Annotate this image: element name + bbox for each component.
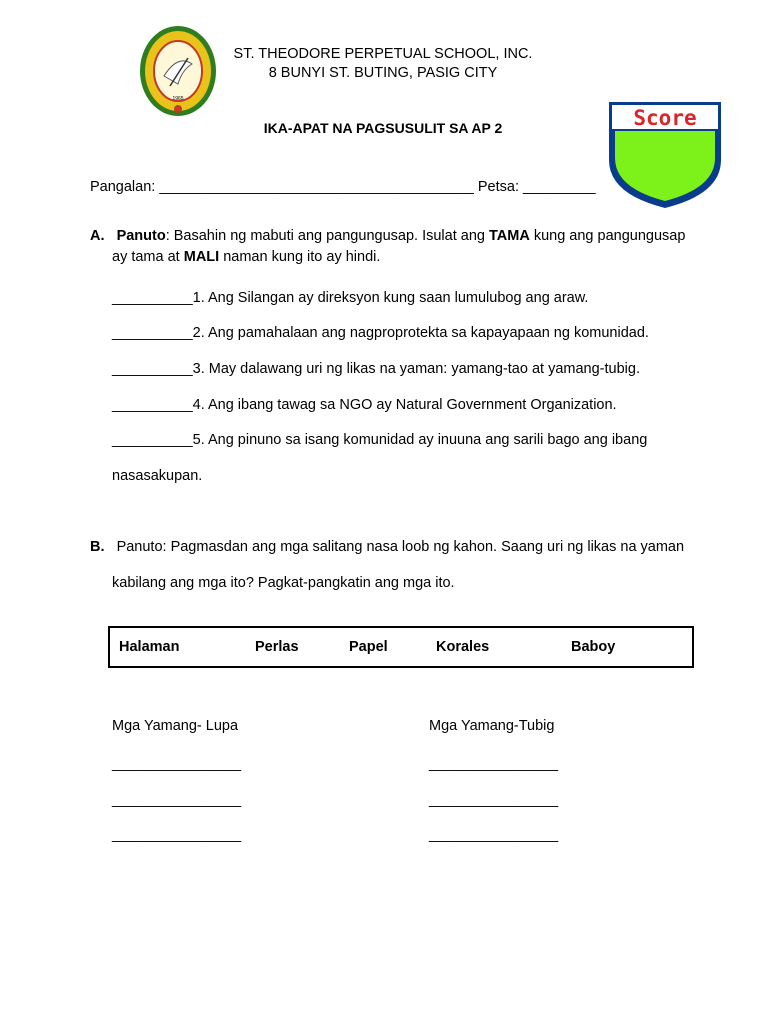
answer-blank[interactable]: ________________ bbox=[112, 756, 242, 772]
answer-blank[interactable]: ________________ bbox=[429, 792, 559, 808]
section-a-instruction-line2 bbox=[112, 249, 380, 265]
school-address: 8 BUNYI ST. BUTING, PASIG CITY bbox=[268, 65, 498, 81]
tama-keyword: TAMA bbox=[488, 228, 530, 244]
score-badge bbox=[605, 96, 725, 212]
score-label: Score bbox=[633, 106, 697, 130]
column-heading-lupa: Mga Yamang- Lupa bbox=[112, 718, 239, 734]
word-item: Korales bbox=[436, 639, 490, 655]
answer-blank[interactable]: ________________ bbox=[429, 827, 559, 843]
answer-blank[interactable]: ________________ bbox=[112, 827, 242, 843]
word-box bbox=[108, 626, 694, 668]
question-item-continuation: nasasakupan. bbox=[112, 468, 203, 484]
name-field[interactable] bbox=[90, 179, 596, 195]
instruction-text: ay tama at bbox=[112, 249, 184, 265]
answer-blank[interactable]: ________________ bbox=[112, 792, 242, 808]
instruction-text: kung ang pangungusap bbox=[529, 228, 686, 244]
section-a-letter: A. bbox=[90, 228, 105, 244]
section-b-letter: B. bbox=[90, 539, 105, 555]
question-item[interactable]: __________3. May dalawang uri ng likas na yaman: yamang-tao at yamang-tubig. bbox=[112, 361, 640, 377]
word-item: Papel bbox=[349, 639, 388, 655]
instruction-text: naman kung ito ay hindi. bbox=[219, 249, 381, 265]
mali-keyword: MALI bbox=[183, 249, 220, 265]
section-b-instruction bbox=[90, 539, 684, 555]
question-item[interactable]: __________2. Ang pamahalaan ang nagproprotekta sa kapayapaan ng komunidad. bbox=[112, 325, 649, 341]
instruction-text: : Basahin ng mabuti ang pangungusap. Isulat ang bbox=[165, 228, 489, 244]
word-item: Halaman bbox=[119, 639, 180, 655]
question-item[interactable]: __________5. Ang pinuno sa isang komunidad ay inuuna ang sarili bago ang ibang bbox=[112, 432, 648, 448]
section-a-instruction bbox=[90, 228, 685, 244]
section-b-instruction-line2: kabilang ang mga ito? Pagkat-pangkatin ang mga ito. bbox=[112, 575, 455, 591]
name-label: Pangalan: _______________________________________ bbox=[90, 179, 474, 195]
column-heading-tubig: Mga Yamang-Tubig bbox=[429, 718, 555, 734]
word-item: Perlas bbox=[255, 639, 299, 655]
answer-blank[interactable]: ________________ bbox=[429, 756, 559, 772]
date-label: Petsa: _________ bbox=[477, 179, 596, 195]
question-item[interactable]: __________4. Ang ibang tawag sa NGO ay Natural Government Organization. bbox=[112, 397, 617, 413]
instruction-text: Panuto: Pagmasdan ang mga salitang nasa loob ng kahon. Saang uri ng likas na yaman bbox=[116, 539, 685, 555]
word-item: Baboy bbox=[571, 639, 616, 655]
school-name: ST. THEODORE PERPETUAL SCHOOL, INC. bbox=[233, 46, 533, 62]
panuto-label: Panuto bbox=[116, 228, 166, 244]
logo-year: 1965 bbox=[172, 96, 184, 102]
exam-title: IKA-APAT NA PAGSUSULIT SA AP 2 bbox=[263, 120, 503, 136]
question-item[interactable]: __________1. Ang Silangan ay direksyon kung saan lumulubog ang araw. bbox=[112, 290, 589, 306]
